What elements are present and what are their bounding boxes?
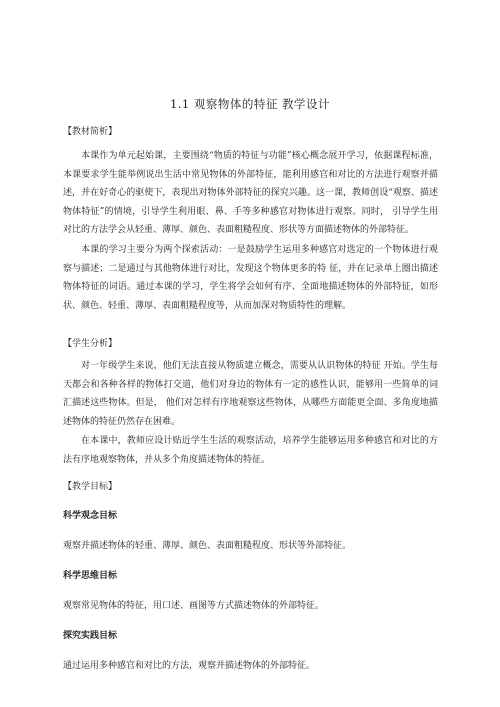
document-title: 1.1 观察物体的特征 教学设计 [169, 97, 331, 111]
analysis-paragraph-1: 本课作为单元起始课，主要围绕“物质的特征与功能”核心概念展开学习，依据课程标准，本课要求学生能举例说出生活中常见物体的外部特征，能利用感官和对比的方法进行观察并描述，并在好奇心的驱使下，表现出对物体外部特征的探究兴趣。这一课，教师创设“观察、描述物体特征”的情境，引导学生利用眼、鼻、手等多种感官对物体进行观察。同时， 引导学生用对比的方法学会从轻重、薄厚、颜色、表面粗糙程度、形状等方面描述物体的外部特征。 [63, 151, 438, 235]
goal-text-inquiry-practice: 通过运用多种感官和对比的方法，观察并描述物体的外部特征。 [63, 661, 316, 671]
section-heading-student-analysis: 【学生分析】 [63, 339, 118, 349]
section-heading-textbook-analysis: 【教材简析】 [63, 127, 118, 137]
students-paragraph-1: 对一年级学生来说，他们无法直接从物质建立概念，需要从认识物体的特征 开始。学生每天都会和各种各样的物体打交道，他们对身边的物体有一定的感性认识，能够用一些简单的词汇描述这些物体。但是， 他们对怎样有序地观察这些物体，从哪些方面能更全面、多角度地描述物体的特征仍然存在困难。 [63, 361, 438, 427]
students-paragraph-2: 在本课中，教师应设计贴近学生生活的观察活动，培养学生能够运用多种感官和对比的方法有序地观察物体，并从多个角度描述物体的特征。 [63, 436, 438, 465]
goal-text-science-thinking: 观察常见物体的特征，用口述、画图等方式描述物体的外部特征。 [63, 601, 325, 611]
goal-title-science-thinking: 科学思维目标 [63, 571, 118, 581]
goal-title-inquiry-practice: 探究实践目标 [63, 631, 118, 641]
goal-text-science-concept: 观察并描述物体的轻重、薄厚、颜色、表面粗糙程度、形状等外部特征。 [63, 541, 352, 551]
section-heading-teaching-goals: 【教学目标】 [63, 482, 118, 492]
goal-title-science-concept: 科学观念目标 [63, 511, 118, 521]
analysis-paragraph-2: 本课的学习主要分为两个探索活动：一是鼓励学生运用多种感官对选定的一个物体进行观察与描述；二是通过与其他物体进行对比，发现这个物体更多的特 征，并在记录单上圈出描述物体特征的词语。通过本课的学习，学生将学会如何有序、全面地描述物体的外部特征，如形状、颜色、轻重、薄厚、表面粗糙程度等，从而加深对物质特性的理解。 [63, 245, 438, 311]
